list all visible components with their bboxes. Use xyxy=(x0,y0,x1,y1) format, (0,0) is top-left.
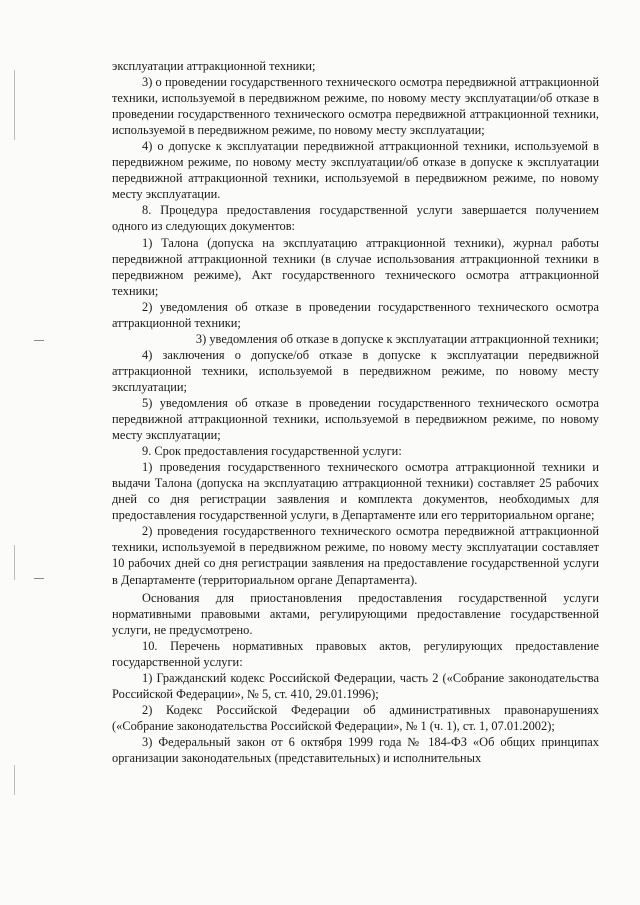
scan-margin-tick xyxy=(34,578,44,579)
paragraph: 5) уведомления об отказе в проведении государственного технического осмотра передвижной аттракционной техники, используемой в передвижном режиме, по новому месту эксплуатации; xyxy=(112,395,599,443)
paragraph: 1) проведения государственного технического осмотра аттракционной техники и выдачи Талона (допуска на эксплуатацию аттракционной техники) составляет 25 рабочих дней со дня регистрации заявления и комплекта документов, необходимых для предоставления государственной услуги, в Департаменте или его территориальном органе; xyxy=(112,460,599,523)
paragraph: эксплуатации аттракционной техники; xyxy=(112,59,316,73)
paragraph: 8. Процедура предоставления государственной услуги завершается получением одного из следующих документов: xyxy=(112,203,599,234)
paragraph: 3) о проведении государственного технического осмотра передвижной аттракционной техники, используемой в передвижном режиме, по новому месту эксплуатации/об отказе в проведении государственного технического осмотра передвижной аттракционной техники, используемой в передвижном режиме, по новому месту эксплуатации; xyxy=(112,75,599,138)
paragraph: 2) проведения государственного технического осмотра передвижной аттракционной техники, используемой в передвижном режиме, по новому месту эксплуатации составляет 10 рабочих дней со дня регистрации заявления на предоставление государственной услуги в Департаменте (территориальном органе Департамента). xyxy=(112,524,599,587)
paragraph: 1) Талона (допуска на эксплуатацию аттракционной техники), журнал работы передвижной аттракционной техники (в случае использования аттракционной техники в передвижном режиме), Акт государственного технического осмотра аттракционной техники; xyxy=(112,235,599,298)
paragraph: 3) Федеральный закон от 6 октября 1999 года № 184-ФЗ «Об общих принципах организации законодательных (представительных) и исполнительных xyxy=(112,734,599,766)
paragraph: 2) уведомления об отказе в проведении государственного технического осмотра аттракционной техники; xyxy=(112,299,599,330)
paragraph: 1) Гражданский кодекс Российской Федерации, часть 2 («Собрание законодательства Российской Федерации», № 5, ст. 410, 29.01.1996); xyxy=(112,670,599,701)
paragraph: 2) Кодекс Российской Федерации об административных правонарушениях («Собрание законодательства Российской Федерации», № 1 (ч. 1), ст. 1, 07.01.2002); xyxy=(112,702,599,733)
scan-margin-mark xyxy=(14,70,15,140)
paragraph: 10. Перечень нормативных правовых актов, регулирующих предоставление государственной услуги: xyxy=(112,638,599,669)
paragraph: 4) о допуске к эксплуатации передвижной аттракционной техники, используемой в передвижном режиме, по новому месту эксплуатации/об отказе в допуске к эксплуатации передвижной аттракционной техники, используемой в передвижном режиме, по новому месту эксплуатации. xyxy=(112,139,599,202)
scan-margin-mark xyxy=(14,765,15,795)
document-body xyxy=(112,58,599,766)
scan-margin-mark xyxy=(14,545,15,580)
paragraph: 9. Срок предоставления государственной услуги: xyxy=(142,444,402,459)
paragraph: Основания для приостановления предоставления государственной услуги нормативными правовыми актами, регулирующими предоставление государственной услуги, не предусмотрено. xyxy=(112,590,599,637)
paragraph: 4) заключения о допуске/об отказе в допуске к эксплуатации передвижной аттракционной техники, используемой в передвижном режиме, по новому месту эксплуатации; xyxy=(112,347,599,394)
paragraph: 3) уведомления об отказе в допуске к эксплуатации аттракционной техники; xyxy=(195,331,599,346)
scan-margin-tick xyxy=(34,340,44,341)
